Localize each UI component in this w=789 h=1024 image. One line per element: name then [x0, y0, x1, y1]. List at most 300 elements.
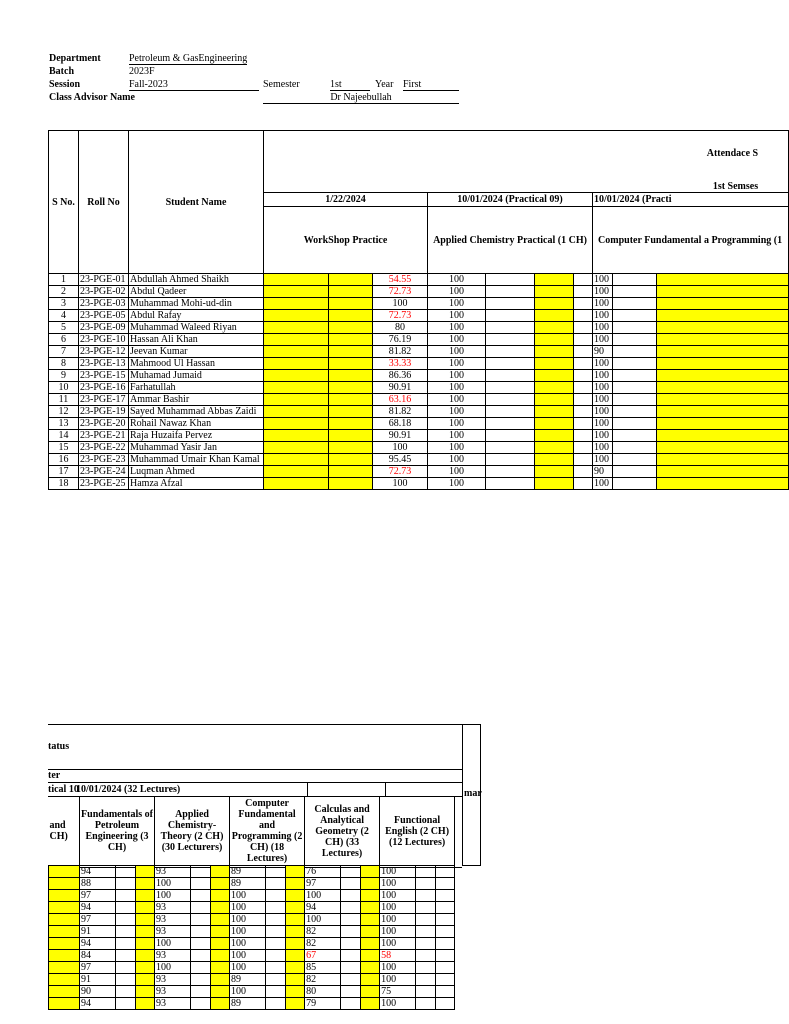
workshop-blank-cell	[264, 382, 329, 394]
roll-cell: 23-PGE-25	[79, 478, 129, 490]
roll-cell: 23-PGE-15	[79, 370, 129, 382]
ac-blank-cell	[211, 950, 230, 962]
fe-blank-cell	[436, 998, 455, 1010]
applied-chem-blank-cell	[486, 394, 535, 406]
ac-blank-cell	[191, 890, 211, 902]
fe-blank-cell	[436, 938, 455, 950]
applied-chem-percent-cell: 100	[428, 430, 486, 442]
ac-blank-cell	[211, 914, 230, 926]
calc-percent-cell: 97	[305, 878, 341, 890]
table-row	[49, 310, 789, 322]
fpe-percent-cell: 94	[80, 902, 116, 914]
table-row	[49, 950, 455, 962]
ac-percent-cell: 93	[155, 902, 191, 914]
calc-blank-cell	[341, 950, 361, 962]
workshop-percent-cell: 86.36	[373, 370, 428, 382]
applied-chem-blank-cell	[535, 454, 574, 466]
sno-cell: 2	[49, 286, 79, 298]
status-partial: tatus	[48, 741, 70, 752]
fpe-blank-cell	[116, 950, 136, 962]
fe-blank-cell	[416, 974, 436, 986]
fe-blank-cell	[416, 878, 436, 890]
name-cell: Mahmood Ul Hassan	[129, 358, 264, 370]
workshop-blank-cell	[264, 394, 329, 406]
computer-percent-cell: 100	[593, 382, 613, 394]
computer-percent-cell: 100	[593, 310, 613, 322]
applied-chem-blank-cell	[535, 298, 574, 310]
applied-chem-percent-cell: 100	[428, 394, 486, 406]
applied-chem-blank-cell	[535, 310, 574, 322]
ac-percent-cell: 93	[155, 866, 191, 878]
batch-value: 2023F	[129, 66, 155, 77]
fe-blank-cell	[436, 974, 455, 986]
fpe-blank-cell	[116, 962, 136, 974]
course-0-blank-cell	[49, 998, 80, 1010]
name-header: Student Name	[129, 131, 264, 274]
workshop-blank-cell	[329, 406, 373, 418]
computer-percent-cell: 100	[593, 418, 613, 430]
cp-percent-cell: 100	[230, 926, 266, 938]
computer-blank-cell	[613, 466, 657, 478]
fpe-percent-cell: 94	[80, 866, 116, 878]
calc-blank-cell	[341, 926, 361, 938]
computer-blank-cell	[613, 346, 657, 358]
course-computer-practical: Computer Fundamental a Programming (1	[593, 207, 789, 274]
cp-blank-cell	[286, 962, 305, 974]
applied-chem-blank-cell	[574, 442, 593, 454]
workshop-blank-cell	[329, 286, 373, 298]
computer-blank-cell	[613, 310, 657, 322]
calc-blank-cell	[361, 890, 380, 902]
applied-chem-percent-cell: 100	[428, 334, 486, 346]
fpe-blank-cell	[136, 914, 155, 926]
applied-chem-blank-cell	[574, 286, 593, 298]
name-cell: Sayed Muhammad Abbas Zaidi	[129, 406, 264, 418]
ac-percent-cell: 93	[155, 986, 191, 998]
ac-percent-cell: 93	[155, 950, 191, 962]
fe-blank-cell	[436, 950, 455, 962]
sno-cell: 12	[49, 406, 79, 418]
workshop-percent-cell: 81.82	[373, 346, 428, 358]
calc-blank-cell	[361, 974, 380, 986]
cp-blank-cell	[286, 926, 305, 938]
applied-chem-blank-cell	[574, 406, 593, 418]
roll-cell: 23-PGE-12	[79, 346, 129, 358]
applied-chem-blank-cell	[535, 358, 574, 370]
applied-chem-blank-cell	[486, 310, 535, 322]
computer-percent-cell: 90	[593, 346, 613, 358]
computer-blank-cell	[657, 406, 789, 418]
calc-percent-cell: 79	[305, 998, 341, 1010]
ac-blank-cell	[211, 938, 230, 950]
course-functional-english: Functional English (2 CH) (12 Lectures)	[380, 797, 455, 866]
date-left-partial: tical 10	[48, 784, 79, 795]
computer-blank-cell	[657, 418, 789, 430]
workshop-blank-cell	[264, 442, 329, 454]
table-row	[49, 998, 455, 1010]
sno-cell: 10	[49, 382, 79, 394]
name-cell: Muhamad Jumaid	[129, 370, 264, 382]
roll-cell: 23-PGE-03	[79, 298, 129, 310]
roll-cell: 23-PGE-24	[79, 466, 129, 478]
ac-blank-cell	[211, 986, 230, 998]
computer-percent-cell: 100	[593, 394, 613, 406]
sno-cell: 13	[49, 418, 79, 430]
name-cell: Raja Huzaifa Pervez	[129, 430, 264, 442]
fe-blank-cell	[416, 998, 436, 1010]
computer-blank-cell	[613, 406, 657, 418]
remarks-partial: mar	[464, 788, 482, 799]
ac-blank-cell	[191, 914, 211, 926]
fe-percent-cell: 100	[380, 866, 416, 878]
computer-blank-cell	[613, 286, 657, 298]
computer-blank-cell	[657, 466, 789, 478]
fe-percent-cell: 100	[380, 890, 416, 902]
fpe-blank-cell	[136, 962, 155, 974]
table-row	[49, 406, 789, 418]
applied-chem-blank-cell	[486, 358, 535, 370]
course-0-blank-cell	[49, 962, 80, 974]
cp-blank-cell	[266, 914, 286, 926]
applied-chem-percent-cell: 100	[428, 382, 486, 394]
course-0-blank-cell	[49, 986, 80, 998]
cp-blank-cell	[286, 878, 305, 890]
fpe-blank-cell	[136, 998, 155, 1010]
roll-cell: 23-PGE-19	[79, 406, 129, 418]
computer-blank-cell	[657, 382, 789, 394]
bottom-table-clip	[0, 724, 490, 1024]
computer-blank-cell	[657, 370, 789, 382]
fe-percent-cell: 100	[380, 914, 416, 926]
workshop-percent-cell: 95.45	[373, 454, 428, 466]
computer-percent-cell: 100	[593, 478, 613, 490]
applied-chem-blank-cell	[535, 442, 574, 454]
computer-percent-cell: 100	[593, 430, 613, 442]
workshop-percent-cell: 76.19	[373, 334, 428, 346]
cp-blank-cell	[266, 986, 286, 998]
cp-blank-cell	[286, 938, 305, 950]
ac-blank-cell	[211, 902, 230, 914]
table-row	[49, 926, 455, 938]
cp-blank-cell	[266, 878, 286, 890]
calc-blank-cell	[341, 974, 361, 986]
computer-blank-cell	[657, 286, 789, 298]
applied-chem-percent-cell: 100	[428, 286, 486, 298]
workshop-blank-cell	[329, 370, 373, 382]
cp-blank-cell	[266, 890, 286, 902]
applied-chem-blank-cell	[574, 310, 593, 322]
table-row	[49, 974, 455, 986]
applied-chem-blank-cell	[574, 358, 593, 370]
fe-blank-cell	[416, 938, 436, 950]
sno-cell: 18	[49, 478, 79, 490]
cp-percent-cell: 100	[230, 962, 266, 974]
workshop-percent-cell: 100	[373, 298, 428, 310]
roll-cell: 23-PGE-01	[79, 274, 129, 286]
applied-chem-blank-cell	[574, 478, 593, 490]
fpe-percent-cell: 97	[80, 962, 116, 974]
cp-blank-cell	[266, 998, 286, 1010]
workshop-blank-cell	[264, 418, 329, 430]
calc-blank-cell	[361, 998, 380, 1010]
ac-blank-cell	[191, 974, 211, 986]
cp-blank-cell	[286, 998, 305, 1010]
fe-blank-cell	[436, 878, 455, 890]
workshop-percent-cell: 90.91	[373, 382, 428, 394]
fpe-percent-cell: 90	[80, 986, 116, 998]
applied-chem-percent-cell: 100	[428, 478, 486, 490]
table-row	[49, 478, 789, 490]
applied-chem-blank-cell	[574, 370, 593, 382]
sno-cell: 17	[49, 466, 79, 478]
fpe-blank-cell	[116, 974, 136, 986]
workshop-blank-cell	[329, 466, 373, 478]
course-0-blank-cell	[49, 890, 80, 902]
fpe-blank-cell	[136, 986, 155, 998]
ac-blank-cell	[191, 938, 211, 950]
applied-chem-blank-cell	[574, 466, 593, 478]
workshop-percent-cell: 90.91	[373, 430, 428, 442]
fpe-blank-cell	[136, 938, 155, 950]
workshop-blank-cell	[264, 310, 329, 322]
roll-cell: 23-PGE-10	[79, 334, 129, 346]
roll-cell: 23-PGE-09	[79, 322, 129, 334]
applied-chem-blank-cell	[486, 442, 535, 454]
calc-percent-cell: 82	[305, 974, 341, 986]
applied-chem-blank-cell	[486, 274, 535, 286]
computer-blank-cell	[657, 454, 789, 466]
cp-blank-cell	[286, 974, 305, 986]
ac-percent-cell: 100	[155, 878, 191, 890]
applied-chem-blank-cell	[535, 418, 574, 430]
computer-blank-cell	[613, 322, 657, 334]
course-0-blank-cell	[49, 914, 80, 926]
ac-blank-cell	[191, 986, 211, 998]
fpe-blank-cell	[136, 890, 155, 902]
sno-cell: 3	[49, 298, 79, 310]
workshop-blank-cell	[264, 430, 329, 442]
fe-percent-cell: 75	[380, 986, 416, 998]
ac-blank-cell	[211, 974, 230, 986]
computer-percent-cell: 100	[593, 322, 613, 334]
calc-blank-cell	[341, 986, 361, 998]
course-0-blank-cell	[49, 878, 80, 890]
workshop-percent-cell: 72.73	[373, 466, 428, 478]
name-cell: Hassan Ali Khan	[129, 334, 264, 346]
cp-blank-cell	[266, 962, 286, 974]
workshop-blank-cell	[264, 478, 329, 490]
ac-percent-cell: 100	[155, 938, 191, 950]
fe-blank-cell	[436, 914, 455, 926]
applied-chem-blank-cell	[535, 406, 574, 418]
applied-chem-blank-cell	[486, 466, 535, 478]
fpe-percent-cell: 84	[80, 950, 116, 962]
cp-percent-cell: 89	[230, 866, 266, 878]
applied-chem-blank-cell	[574, 454, 593, 466]
applied-chem-percent-cell: 100	[428, 346, 486, 358]
workshop-percent-cell: 100	[373, 442, 428, 454]
fpe-blank-cell	[116, 878, 136, 890]
semester-partial: ter	[48, 770, 61, 781]
semester-value: 1st	[330, 79, 370, 91]
workshop-blank-cell	[329, 430, 373, 442]
calc-blank-cell	[361, 962, 380, 974]
ac-blank-cell	[211, 926, 230, 938]
sno-cell: 6	[49, 334, 79, 346]
table-row	[49, 890, 455, 902]
calc-blank-cell	[341, 938, 361, 950]
calc-percent-cell: 80	[305, 986, 341, 998]
fe-percent-cell: 100	[380, 926, 416, 938]
sno-cell: 16	[49, 454, 79, 466]
applied-chem-percent-cell: 100	[428, 406, 486, 418]
applied-chem-blank-cell	[486, 478, 535, 490]
name-cell: Muhammad Umair Khan Kamal	[129, 454, 264, 466]
applied-chem-blank-cell	[574, 418, 593, 430]
table-row	[49, 902, 455, 914]
department-value: Petroleum & GasEngineering	[129, 53, 248, 64]
fe-percent-cell: 100	[380, 974, 416, 986]
computer-percent-cell: 100	[593, 286, 613, 298]
fe-blank-cell	[416, 986, 436, 998]
sno-cell: 1	[49, 274, 79, 286]
fpe-percent-cell: 97	[80, 914, 116, 926]
applied-chem-blank-cell	[574, 394, 593, 406]
cp-blank-cell	[266, 974, 286, 986]
sno-cell: 8	[49, 358, 79, 370]
course-0-blank-cell	[49, 926, 80, 938]
applied-chem-blank-cell	[486, 454, 535, 466]
course-calculus: Calculas and Analytical Geometry (2 CH) (33 Lectures)	[305, 797, 380, 866]
course-0-blank-cell	[49, 866, 80, 878]
name-cell: Rohail Nawaz Khan	[129, 418, 264, 430]
course-0-partial: and CH)	[49, 797, 80, 866]
advisor-value: Dr Najeebullah	[263, 92, 459, 104]
cp-blank-cell	[266, 938, 286, 950]
name-cell: Abdul Rafay	[129, 310, 264, 322]
course-fundamentals-petroleum: Fundamentals of Petroleum Engineering (3 CH)	[80, 797, 155, 866]
computer-blank-cell	[613, 334, 657, 346]
table-row	[49, 962, 455, 974]
calc-blank-cell	[341, 998, 361, 1010]
fe-blank-cell	[416, 914, 436, 926]
computer-blank-cell	[657, 274, 789, 286]
year-value: First	[403, 79, 459, 91]
fe-blank-cell	[416, 950, 436, 962]
fpe-blank-cell	[136, 866, 155, 878]
computer-percent-cell: 100	[593, 442, 613, 454]
fe-percent-cell: 100	[380, 962, 416, 974]
advisor-label: Class Advisor Name	[49, 92, 135, 103]
applied-chem-blank-cell	[574, 334, 593, 346]
name-cell: Muhammad Waleed Riyan	[129, 322, 264, 334]
table-row	[49, 370, 789, 382]
top-table-clip	[48, 130, 783, 510]
cp-blank-cell	[266, 950, 286, 962]
applied-chem-percent-cell: 100	[428, 274, 486, 286]
applied-chem-percent-cell: 100	[428, 454, 486, 466]
workshop-blank-cell	[264, 298, 329, 310]
ac-percent-cell: 100	[155, 890, 191, 902]
table-row	[49, 914, 455, 926]
sno-cell: 9	[49, 370, 79, 382]
name-cell: Farhatullah	[129, 382, 264, 394]
applied-chem-blank-cell	[574, 382, 593, 394]
workshop-blank-cell	[329, 454, 373, 466]
calc-blank-cell	[341, 878, 361, 890]
fpe-blank-cell	[116, 938, 136, 950]
course-0-blank-cell	[49, 902, 80, 914]
workshop-blank-cell	[329, 418, 373, 430]
table-row	[49, 382, 789, 394]
ac-blank-cell	[191, 902, 211, 914]
fpe-blank-cell	[116, 914, 136, 926]
cp-percent-cell: 100	[230, 914, 266, 926]
table-row	[49, 938, 455, 950]
sno-cell: 15	[49, 442, 79, 454]
computer-blank-cell	[657, 322, 789, 334]
sno-cell: 4	[49, 310, 79, 322]
computer-blank-cell	[613, 298, 657, 310]
applied-chem-blank-cell	[486, 322, 535, 334]
bottom-attendance-table	[48, 796, 455, 1010]
course-0-blank-cell	[49, 938, 80, 950]
cp-percent-cell: 89	[230, 878, 266, 890]
calc-blank-cell	[341, 890, 361, 902]
workshop-blank-cell	[329, 322, 373, 334]
table-row	[49, 430, 789, 442]
table-row	[49, 878, 455, 890]
calc-blank-cell	[361, 914, 380, 926]
computer-percent-cell: 100	[593, 358, 613, 370]
fe-percent-cell: 100	[380, 902, 416, 914]
calc-percent-cell: 100	[305, 914, 341, 926]
applied-chem-blank-cell	[486, 346, 535, 358]
applied-chem-blank-cell	[574, 274, 593, 286]
cp-blank-cell	[266, 902, 286, 914]
applied-chem-percent-cell: 100	[428, 310, 486, 322]
sno-cell: 11	[49, 394, 79, 406]
fpe-percent-cell: 94	[80, 998, 116, 1010]
applied-chem-blank-cell	[535, 274, 574, 286]
calc-blank-cell	[341, 914, 361, 926]
computer-percent-cell: 90	[593, 466, 613, 478]
calc-percent-cell: 100	[305, 890, 341, 902]
course-applied-chem-theory: Applied Chemistry-Theory (2 CH) (30 Lecturers)	[155, 797, 230, 866]
fpe-blank-cell	[136, 902, 155, 914]
course-0-blank-cell	[49, 974, 80, 986]
cp-blank-cell	[286, 950, 305, 962]
name-cell: Abdul Qadeer	[129, 286, 264, 298]
computer-blank-cell	[657, 478, 789, 490]
name-cell: Luqman Ahmed	[129, 466, 264, 478]
session-value: Fall-2023	[129, 79, 259, 91]
roll-cell: 23-PGE-13	[79, 358, 129, 370]
ac-blank-cell	[211, 890, 230, 902]
applied-chem-blank-cell	[535, 322, 574, 334]
fe-blank-cell	[436, 902, 455, 914]
fpe-percent-cell: 94	[80, 938, 116, 950]
fpe-percent-cell: 91	[80, 974, 116, 986]
applied-chem-blank-cell	[574, 346, 593, 358]
roll-cell: 23-PGE-23	[79, 454, 129, 466]
applied-chem-blank-cell	[535, 334, 574, 346]
computer-percent-cell: 100	[593, 334, 613, 346]
calc-blank-cell	[361, 902, 380, 914]
fpe-blank-cell	[136, 974, 155, 986]
workshop-blank-cell	[329, 298, 373, 310]
workshop-blank-cell	[329, 478, 373, 490]
